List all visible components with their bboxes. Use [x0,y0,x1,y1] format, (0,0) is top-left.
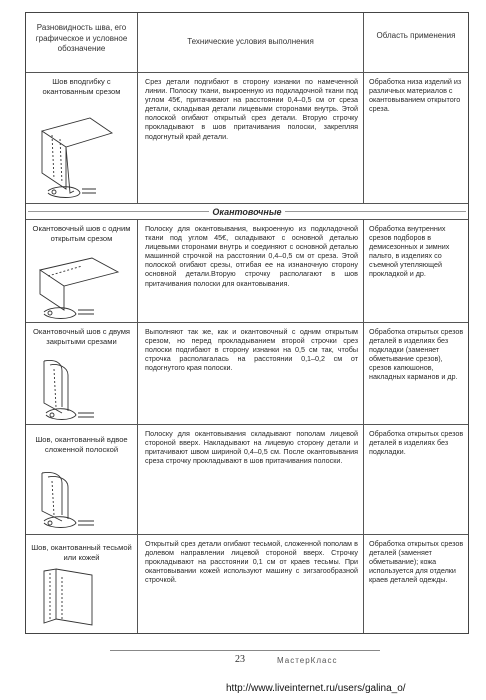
table-row [26,73,468,204]
header-application: Область применения [376,31,456,40]
seam-application: Обработка открытых срезов деталей в изделиях без подкладки. [369,429,464,457]
seam-name: Окантовочный шов с одним открытым срезом [32,224,131,243]
header-technical-conditions: Технические условия выполнения [187,37,314,46]
seam-application: Обработка внутренних срезов подборов в демисезонных и зимних пальто, в изделиях со съемной утепляющей прокладкой и др. [369,224,450,279]
table-row [26,425,468,535]
seam-name: Окантовочный шов с двумя закрытыми срезами [32,327,131,346]
section-header [26,204,468,220]
seam-application: Обработка открытых срезов деталей в изделиях без подкладки (заменяет обметывание срезов), срезов капюшонов, накладных карманов и др. [369,327,464,382]
seam-description: Открытый срез детали огибают тесьмой, сложенной пополам в долевом направлении лицевой стороной вверх. Строчку прокладывают на расстоянии 0,1 см от краев тесьмы. При окантовывании кожей используют машину с зигзагообразной строчкой. [145,539,358,585]
seam-table [25,12,469,634]
seam-description: Полоску для окантовывания складывают пополам лицевой стороной вверх. Накладывают на лицевую сторону детали и притачивают швом шириной 0,4–0,5 см. После окантовывания среза строчку прокладывают в шов притачивания полоски. [145,429,358,466]
table-row [26,220,468,323]
seam-name: Шов, окантованный тесьмой или кожей [31,543,132,562]
seam-description: Полоску для окантовывания, выкроенную из подкладочной ткани под углом 45€, складывают с основной деталью лицевыми сторонами внутрь и соединяют с основной деталью машинной строчкой на расстоянии 0,4–0,5 см от среза. Этой полоской огибают срезы, отгибая ее на изнаночную сторону основной детали.Вторую строчку располагают в шов притачивания полоски для окантовывания. [145,224,358,288]
seam-illustration-icon [32,357,132,423]
footer-divider [110,650,380,651]
page-number: 23 [235,654,245,665]
seam-description: Срез детали подгибают в сторону изнанки по намеченной линии. Полоску ткани, выкроенную из подкладочной ткани под углом 45€, притачивают на расстоянии 0,4–0,5 см от среза детали, складывая детали лицевыми сторонами внутрь. Этой полоской огибают открытый срез детали. Вторую строчку прокладывают в шов притачивания полоски, закрепляя подогнутый край детали. [145,77,358,141]
magazine-name: МастерКласс [277,656,338,665]
header-seam-type: Разновидность шва, его графическое и условное обозначение [35,23,128,53]
table-row [26,535,468,633]
seam-name: Шов вподгибку с окантованным срезом [42,77,121,96]
source-url[interactable]: http://www.liveinternet.ru/users/galina_o/ [226,683,406,694]
section-title: Окантовочные [209,207,284,217]
seam-application: Обработка открытых срезов деталей (заменяет обметывание); кожа используется для отделки краев деталей одежды. [369,539,464,585]
seam-description: Выполняют так же, как и окантовочный с одним открытым срезом, но перед прокладыванием второй строчки срез полоски подгибают в сторону изнанки на 0,5 см так, чтобы строчка располагалась на расстоянии 0,1–0,2 см от подогнутого края полоски. [145,327,358,373]
seam-name: Шов, окантованный вдвое сложенной полоской [35,435,128,454]
seam-illustration-icon [32,567,132,631]
seam-application: Обработка низа изделий из различных материалов с окантовыванием открытого среза. [369,77,462,114]
table-row [26,323,468,425]
seam-illustration-icon [32,256,132,322]
seam-illustration-icon [32,113,132,201]
seam-illustration-icon [32,471,132,533]
table-header-row [26,13,468,73]
